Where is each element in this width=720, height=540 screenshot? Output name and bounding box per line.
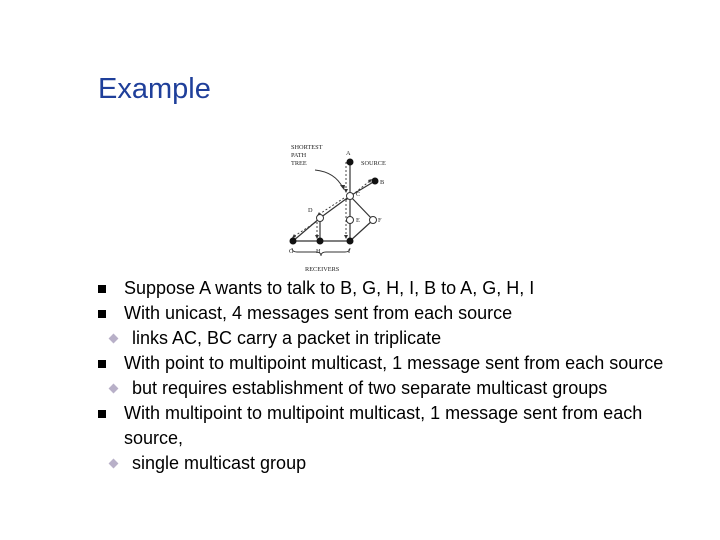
node-label-g: G xyxy=(289,248,294,255)
sub-bullet-text: links AC, BC carry a packet in triplicate xyxy=(132,328,442,348)
node-c xyxy=(347,193,354,200)
square-bullet-icon xyxy=(98,285,106,293)
bullet-text: Suppose A wants to talk to B, G, H, I, B to A, G, H, I xyxy=(124,278,535,298)
slide-title: Example xyxy=(98,73,211,105)
label-source: SOURCE xyxy=(361,160,386,167)
sub-bullet-item xyxy=(98,326,698,351)
square-bullet-icon xyxy=(98,410,106,418)
sub-bullet-item xyxy=(98,451,698,476)
node-label-h: H xyxy=(316,248,321,255)
node-g xyxy=(290,238,297,245)
bullet-item xyxy=(98,301,698,326)
bullet-list xyxy=(98,276,698,476)
node-d xyxy=(317,215,324,222)
node-e xyxy=(347,217,354,224)
diamond-bullet-icon xyxy=(109,384,119,394)
square-bullet-icon xyxy=(98,310,106,318)
diamond-bullet-icon xyxy=(109,334,119,344)
sub-bullet-text: but requires establishment of two separate multicast groups xyxy=(132,378,608,398)
node-label-e: E xyxy=(356,217,360,224)
node-f xyxy=(370,217,377,224)
node-label-f: F xyxy=(378,217,382,224)
node-label-i: I xyxy=(348,248,351,255)
diamond-bullet-icon xyxy=(109,459,119,469)
square-bullet-icon xyxy=(98,360,106,368)
bullet-text: With point to multipoint multicast, 1 message sent from each source xyxy=(124,353,664,373)
node-h xyxy=(317,238,324,245)
bullet-text: With multipoint to multipoint multicast, 1 message sent from each source, xyxy=(124,403,643,448)
label-tree: TREE xyxy=(291,160,307,167)
node-label-a: A xyxy=(346,150,351,157)
label-path: PATH xyxy=(291,152,307,159)
node-b xyxy=(372,178,379,185)
node-label-b: B xyxy=(380,179,385,186)
label-receivers: RECEIVERS xyxy=(305,266,340,273)
shortest-path-tree-diagram xyxy=(283,140,398,278)
bullet-item xyxy=(98,276,698,301)
node-label-d: D xyxy=(308,207,313,214)
sub-bullet-text: single multicast group xyxy=(132,453,307,473)
node-i xyxy=(347,238,354,245)
bullet-text: With unicast, 4 messages sent from each source xyxy=(124,303,513,323)
bullet-item xyxy=(98,401,698,451)
bullet-item xyxy=(98,351,698,376)
node-a xyxy=(347,159,354,166)
node-label-c: C xyxy=(356,191,361,198)
sub-bullet-item xyxy=(98,376,698,401)
label-shortest: SHORTEST xyxy=(291,144,323,151)
